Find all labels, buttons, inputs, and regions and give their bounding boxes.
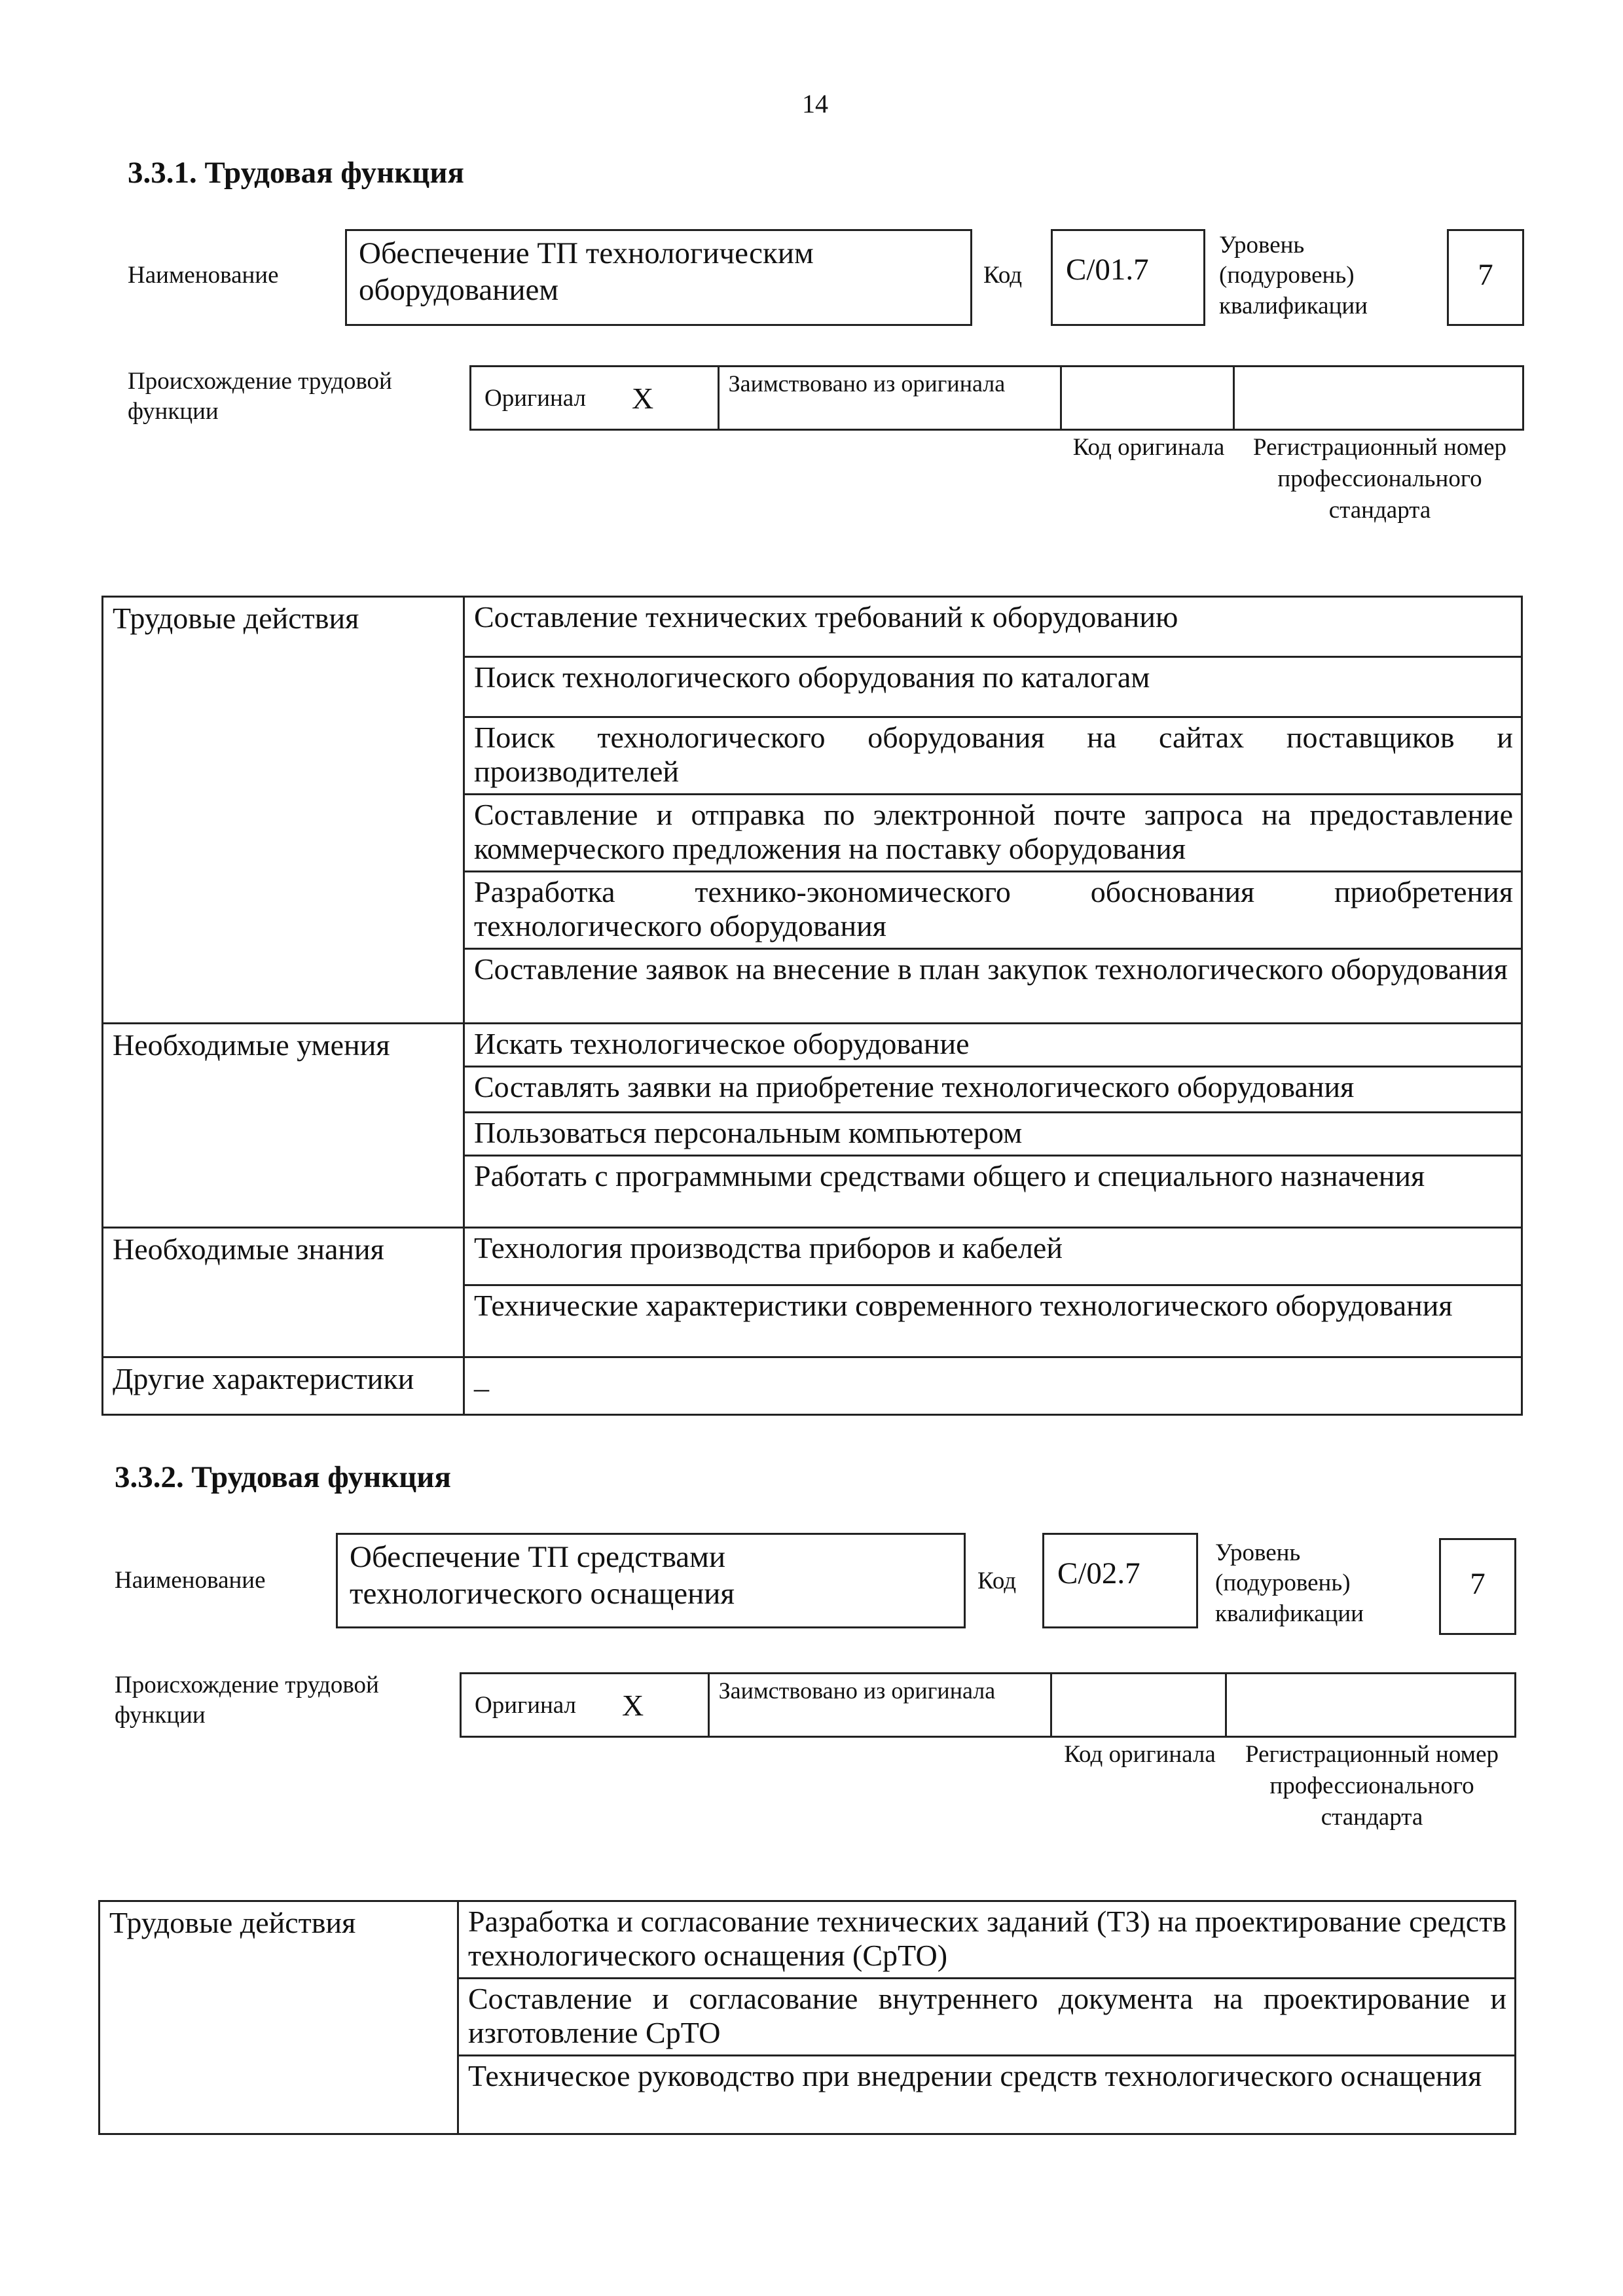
page-number: 14 (802, 89, 828, 118)
original-mark: X (622, 1688, 644, 1722)
original-code-cell (1052, 1674, 1227, 1736)
reg-number-cell (1235, 367, 1522, 429)
row-heading: Другие характеристики (103, 1357, 464, 1414)
reg-number-caption: Регистрационный номер профессионального стандарта (1252, 434, 1506, 524)
code-label: Код (977, 1568, 1017, 1594)
function-code-field: С/02.7 (1042, 1533, 1198, 1628)
borrowed-cell: Заимствовано из оригинала (710, 1674, 1052, 1736)
reg-number-cell (1227, 1674, 1514, 1736)
table-cell: Составление заявок на внесение в план закупок технологического оборудования (464, 948, 1522, 1023)
origin-row (460, 1672, 1516, 1738)
table-row (103, 1023, 1522, 1066)
borrowed-cell: Заимствовано из оригинала (720, 367, 1062, 429)
table-cell: Разработка и согласование технических заданий (ТЗ) на проектирование средств технологического оснащения (СрТО) (458, 1901, 1516, 1979)
row-heading: Трудовые действия (103, 597, 464, 1024)
qualification-level-label: Уровень (подуровень) квалификации (1219, 232, 1368, 319)
table-cell: Разработка технико-экономического обоснования приобретения технологического оборудования (464, 871, 1522, 948)
origin-label: Происхождение трудовой функции (128, 368, 392, 425)
original-code-caption: Код оригинала (1072, 434, 1225, 461)
original-label: Оригинал (484, 384, 587, 412)
table-cell: Технические характеристики современного технологического оборудования (464, 1285, 1522, 1357)
section-title: 3.3.2. Трудовая функция (115, 1460, 451, 1494)
name-label: Наименование (115, 1567, 266, 1594)
original-code-cell (1062, 367, 1235, 429)
row-heading: Необходимые умения (103, 1023, 464, 1227)
table-cell: Составление и согласование внутреннего документа на проектирование и изготовление СрТО (458, 1978, 1516, 2055)
function-code-field: С/01.7 (1051, 229, 1205, 326)
name-label: Наименование (128, 262, 279, 289)
table-row (103, 597, 1522, 657)
table-cell: Поиск технологического оборудования по каталогам (464, 657, 1522, 717)
table-cell: _ (464, 1357, 1522, 1414)
table-cell: Искать технологическое оборудование (464, 1023, 1522, 1066)
reg-number-caption: Регистрационный номер профессионального стандарта (1245, 1741, 1499, 1831)
row-heading: Трудовые действия (100, 1901, 458, 2134)
function-name-field: Обеспечение ТП средствами технологического оснащения (336, 1533, 966, 1628)
original-code-caption: Код оригинала (1064, 1741, 1216, 1768)
table-cell: Составлять заявки на приобретение технологического оборудования (464, 1066, 1522, 1112)
origin-row (469, 365, 1524, 431)
function-details-table (101, 596, 1523, 1416)
section-title: 3.3.1. Трудовая функция (128, 156, 464, 190)
table-cell: Техническое руководство при внедрении средств технологического оснащения (458, 2055, 1516, 2134)
table-row (100, 1901, 1516, 1979)
table-row (103, 1357, 1522, 1414)
original-cell (462, 1674, 710, 1736)
table-row (103, 1227, 1522, 1285)
original-mark: X (632, 381, 654, 415)
qualification-level-field: 7 (1439, 1538, 1516, 1635)
table-cell: Работать с программными средствами общего и специального назначения (464, 1155, 1522, 1227)
qualification-level-field: 7 (1447, 229, 1524, 326)
qualification-level-label: Уровень (подуровень) квалификации (1215, 1539, 1364, 1627)
origin-label: Происхождение трудовой функции (115, 1672, 379, 1729)
original-label: Оригинал (475, 1691, 577, 1719)
row-heading: Необходимые знания (103, 1227, 464, 1357)
table-cell: Пользоваться персональным компьютером (464, 1112, 1522, 1155)
table-cell: Составление и отправка по электронной почте запроса на предоставление коммерческого предложения на поставку оборудования (464, 794, 1522, 871)
original-cell (471, 367, 720, 429)
table-cell: Поиск технологического оборудования на сайтах поставщиков и производителей (464, 717, 1522, 795)
table-cell: Технология производства приборов и кабелей (464, 1227, 1522, 1285)
function-details-table (98, 1900, 1516, 2135)
table-cell: Составление технических требований к оборудованию (464, 597, 1522, 657)
code-label: Код (983, 262, 1023, 289)
function-name-field: Обеспечение ТП технологическим оборудованием (345, 229, 972, 326)
